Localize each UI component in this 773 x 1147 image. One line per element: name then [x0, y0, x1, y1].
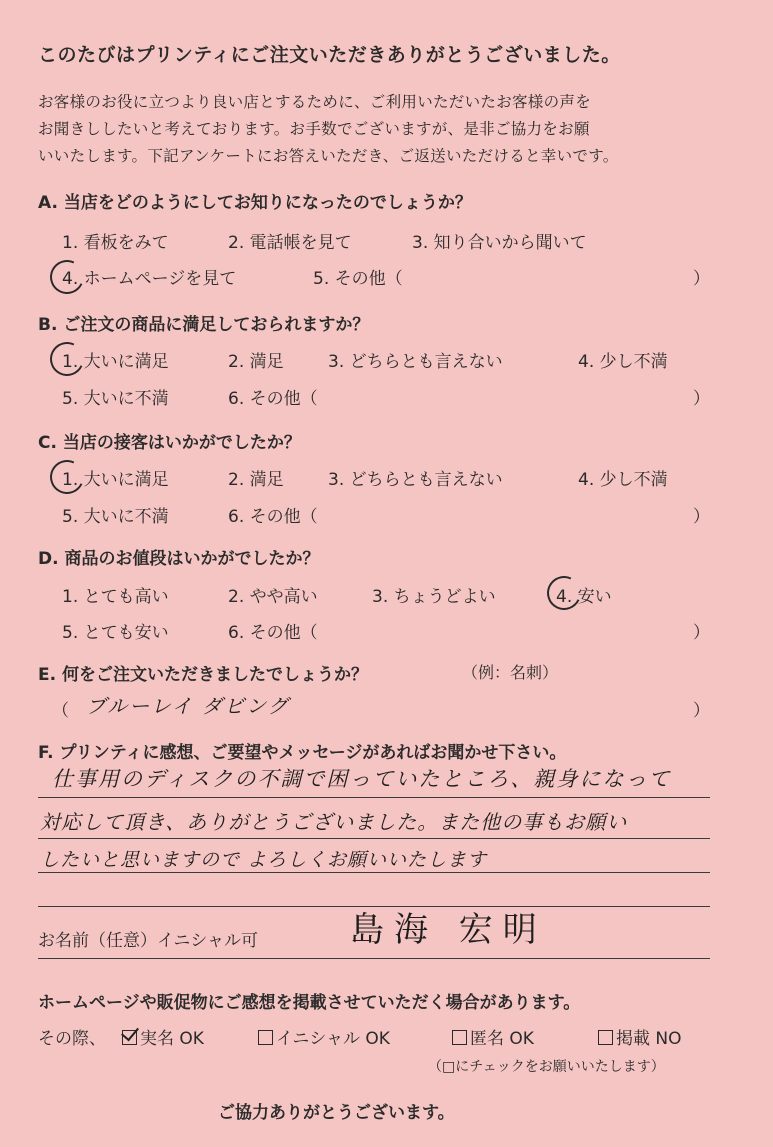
opening-paren: （	[52, 701, 69, 721]
checkbox-icon[interactable]	[258, 1030, 273, 1045]
qd-option-4[interactable]: 4. 安い	[556, 587, 612, 607]
question-e-heading: E. 何をご注文いただきましたでしょうか？	[38, 665, 368, 685]
answer-rule	[38, 872, 710, 873]
qa-option-5[interactable]: 5. その他（	[313, 269, 403, 289]
qc-option-5[interactable]: 5. 大いに不満	[62, 507, 169, 527]
qb-option-5[interactable]: 5. 大いに不満	[62, 389, 169, 409]
qb-option-2[interactable]: 2. 満足	[228, 352, 284, 372]
qc-option-2[interactable]: 2. 満足	[228, 470, 284, 490]
qc-option-1[interactable]: 1. 大いに満足	[62, 470, 169, 490]
qc-option-3[interactable]: 3. どちらとも言えない	[328, 470, 503, 490]
qc-option-6[interactable]: 6. その他（	[228, 507, 318, 527]
qd-option-2[interactable]: 2. やや高い	[228, 587, 318, 607]
question-d-heading: D. 商品のお値段はいかがでしたか？	[38, 549, 320, 569]
name-label: お名前（任意）イニシャル可	[38, 931, 258, 951]
answer-rule	[38, 797, 710, 798]
intro-line-3: いいたします。下記アンケートにお答えいただき、ご返送いただけると幸いです。	[38, 147, 619, 165]
qe-answer-handwritten[interactable]: ブルーレイ ダビング	[86, 694, 290, 718]
intro-line-2: お聞きししたいと考えております。お手数でございますが、是非ご協力をお願	[38, 120, 590, 138]
publish-option-label: 掲載 NO	[616, 1029, 682, 1049]
publish-prefix: その際、	[38, 1029, 106, 1049]
publish-option-label: 実名 OK	[140, 1029, 204, 1049]
qb-option-4[interactable]: 4. 少し不満	[578, 352, 668, 372]
checkbox-checked-icon[interactable]	[122, 1030, 137, 1045]
qa-option-4[interactable]: 4. ホームページを見て	[62, 269, 237, 289]
page-title: このたびはプリンティにご注文いただきありがとうございました。	[38, 44, 621, 66]
qa-option-1[interactable]: 1. 看板をみて	[62, 233, 169, 253]
question-c-heading: C. 当店の接客はいかがでしたか？	[38, 433, 301, 453]
answer-rule	[38, 958, 710, 959]
publish-option-no[interactable]	[598, 1024, 682, 1049]
closing-paren: ）	[693, 389, 710, 409]
qb-option-3[interactable]: 3. どちらとも言えない	[328, 352, 503, 372]
closing-paren: ）	[693, 507, 710, 527]
qa-option-2[interactable]: 2. 電話帳を見て	[228, 233, 352, 253]
qc-option-4[interactable]: 4. 少し不満	[578, 470, 668, 490]
qb-option-6[interactable]: 6. その他（	[228, 389, 318, 409]
qd-option-1[interactable]: 1. とても高い	[62, 587, 169, 607]
qf-answer-line-3[interactable]: したいと思いますので よろしくお願いいたします	[40, 849, 488, 871]
question-b-heading: B. ご注文の商品に満足しておられますか？	[38, 315, 370, 335]
selection-circle-mark	[542, 571, 586, 615]
publish-option-anonymous[interactable]	[452, 1024, 534, 1049]
selection-circle-mark	[45, 337, 89, 381]
thank-you-footer: ご協力ありがとうございます。	[218, 1103, 455, 1123]
closing-paren: ）	[693, 623, 710, 643]
qd-option-3[interactable]: 3. ちょうどよい	[372, 587, 496, 607]
qb-option-1[interactable]: 1. 大いに満足	[62, 352, 169, 372]
publish-option-real-name[interactable]	[122, 1024, 204, 1049]
selection-circle-mark	[45, 255, 89, 299]
publish-option-label: イニシャル OK	[276, 1029, 390, 1049]
publish-option-label: 匿名 OK	[470, 1029, 534, 1049]
publish-note: （□にチェックをお願いいたします）	[428, 1059, 665, 1075]
answer-rule	[38, 838, 710, 839]
checkbox-icon[interactable]	[598, 1030, 613, 1045]
publish-option-initial[interactable]	[258, 1024, 390, 1049]
closing-paren: ）	[693, 269, 710, 289]
publish-heading: ホームページや販促物にご感想を掲載させていただく場合があります。	[38, 993, 581, 1013]
selection-circle-mark	[45, 455, 89, 499]
qd-option-6[interactable]: 6. その他（	[228, 623, 318, 643]
qf-answer-line-2[interactable]: 対応して頂き、ありがとうございました。また他の事もお願い	[40, 810, 628, 834]
qd-option-5[interactable]: 5. とても安い	[62, 623, 169, 643]
question-a-heading: A. 当店をどのようにしてお知りになったのでしょうか？	[38, 193, 472, 213]
checkbox-icon[interactable]	[452, 1030, 467, 1045]
closing-paren: ）	[693, 701, 710, 721]
question-f-heading: F. プリンティに感想、ご要望やメッセージがあればお聞かせ下さい。	[38, 743, 567, 763]
qf-answer-line-1[interactable]: 仕事用のディスクの不調で困っていたところ、親身になって	[52, 767, 672, 791]
qe-example: （例：名刺）	[462, 663, 559, 682]
name-value-handwritten[interactable]: 島海 宏明	[350, 910, 547, 950]
qa-option-3[interactable]: 3. 知り合いから聞いて	[412, 233, 587, 253]
intro-line-1: お客様のお役に立つより良い店とするために、ご利用いただいたお客様の声を	[38, 93, 592, 111]
